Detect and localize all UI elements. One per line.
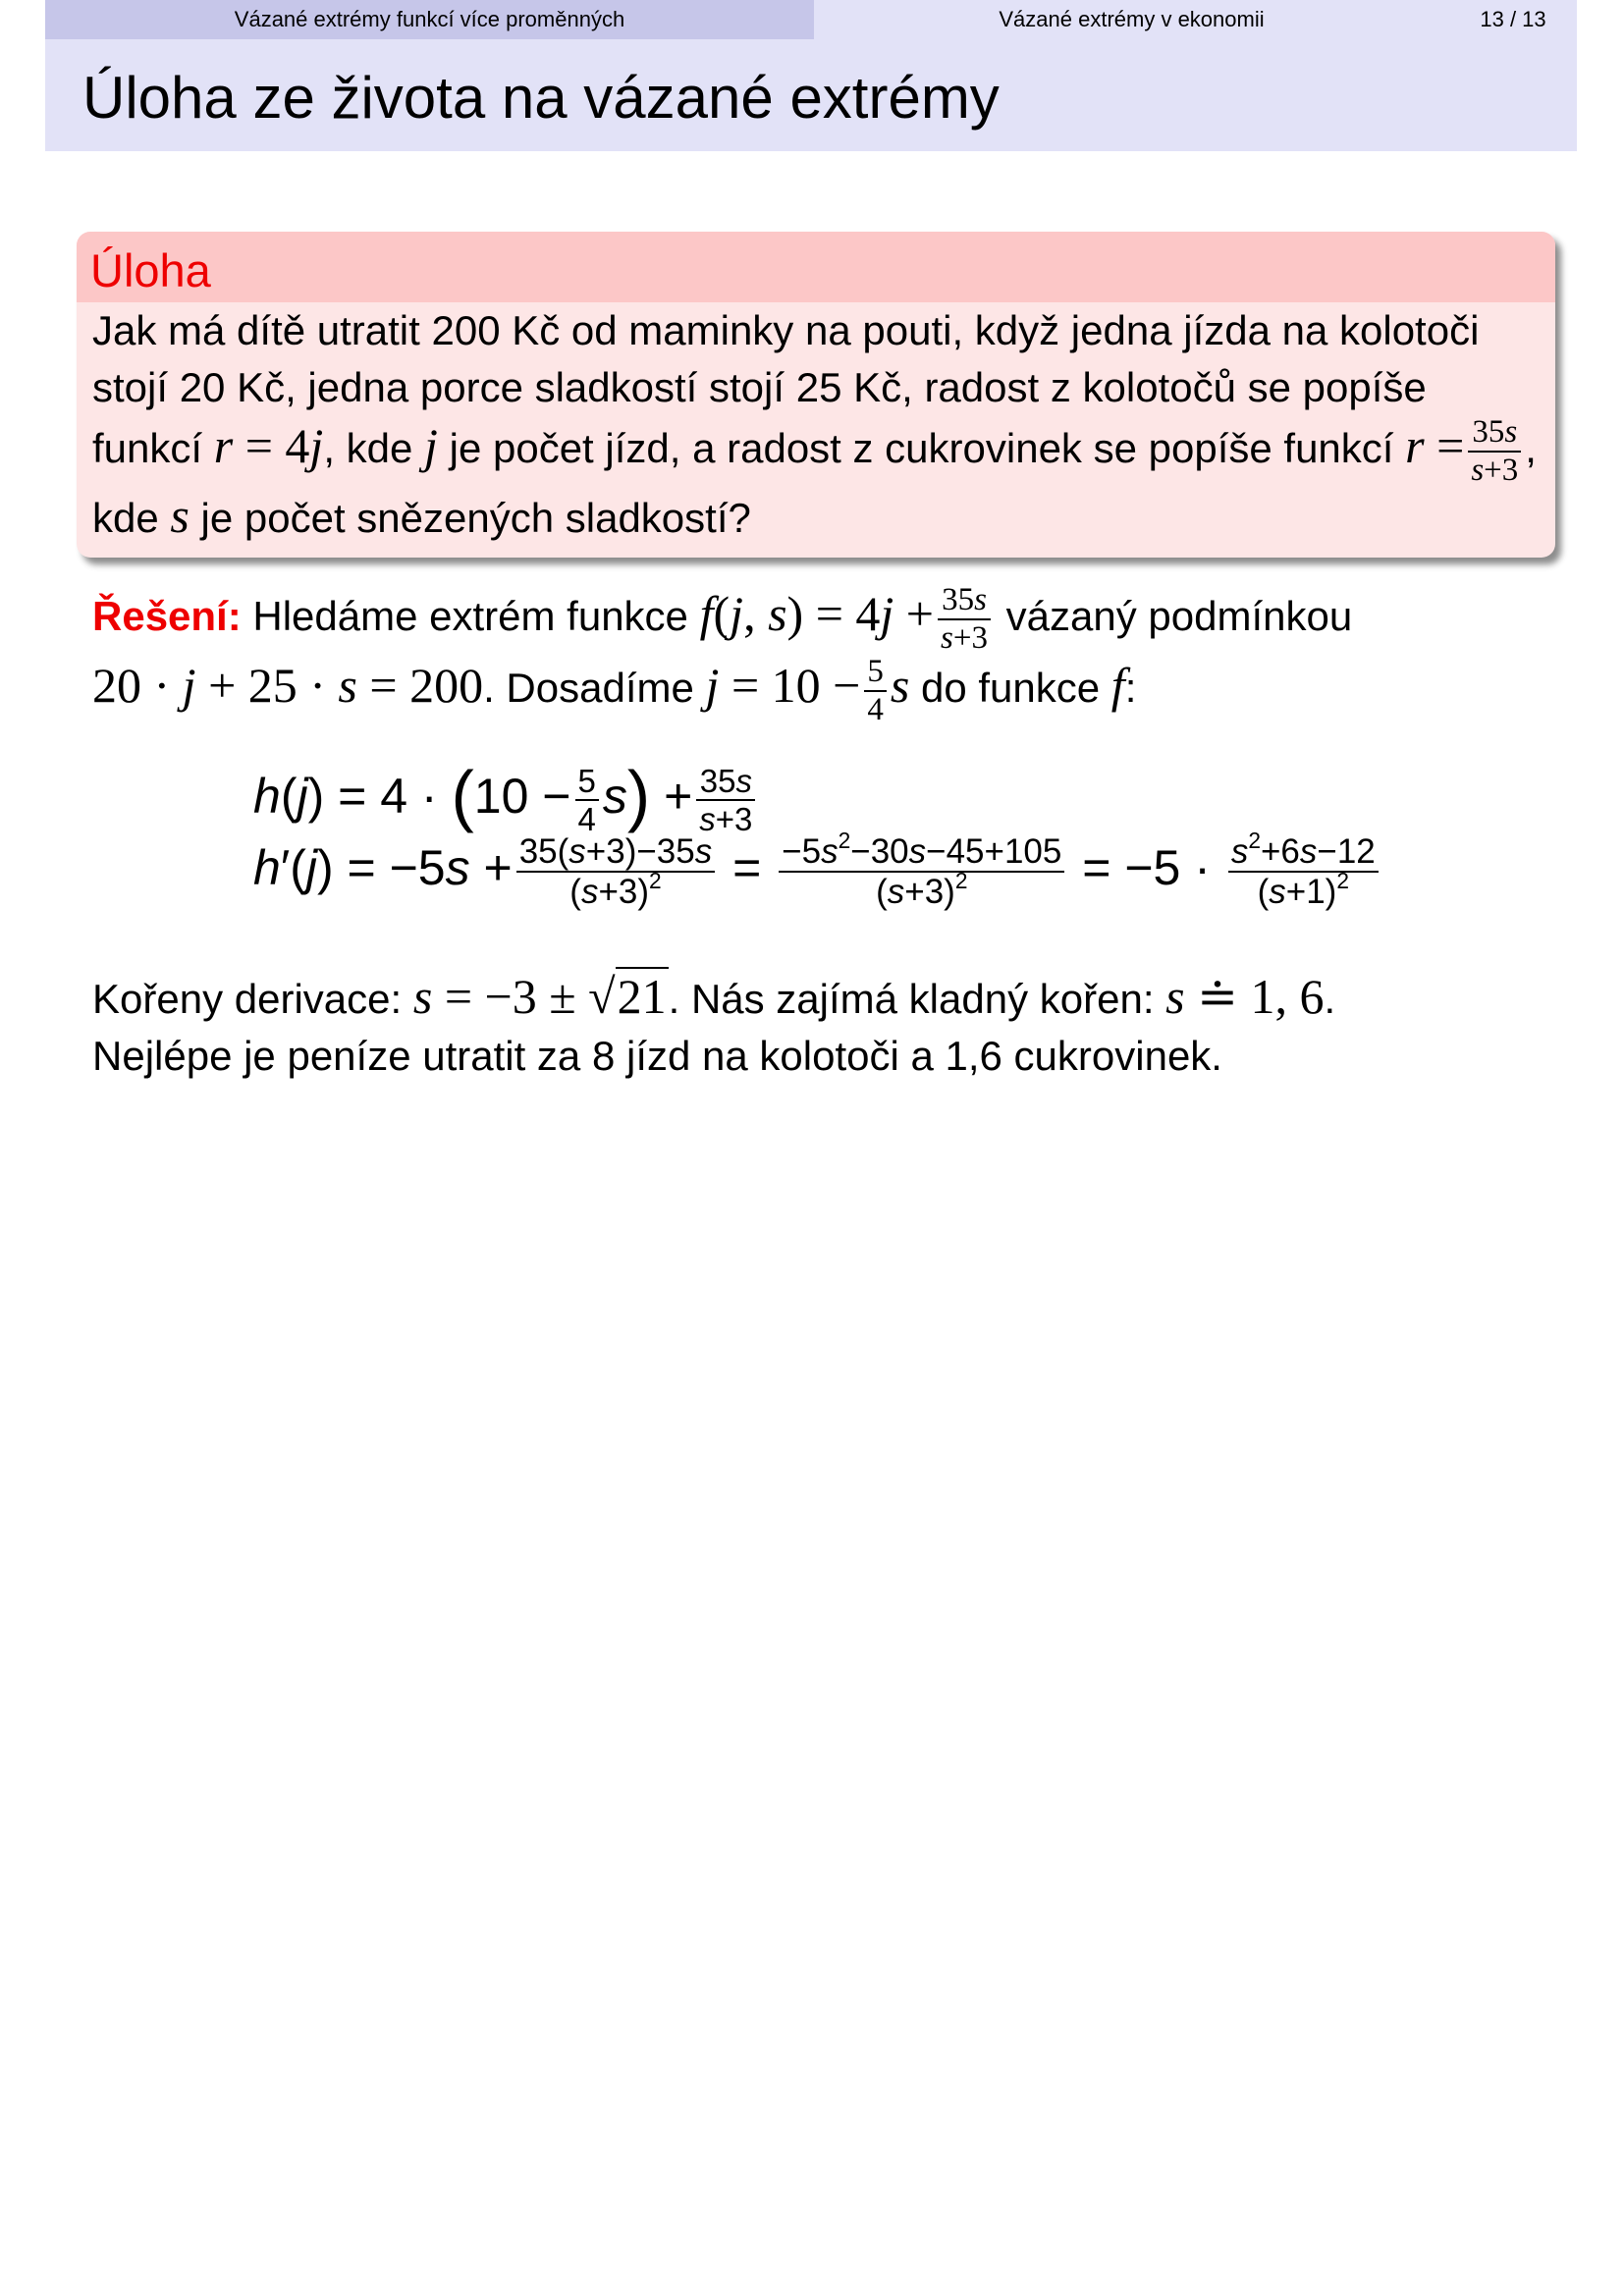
math-var-j: j [730,586,744,641]
math-var-s: s [1504,414,1518,450]
math-var-j: j [705,657,720,713]
math-var-s: s [445,840,470,896]
math-num: +3 [952,619,988,656]
math-var-s: s [908,832,927,871]
math-var-s: s [1269,873,1286,911]
math-var-s: s [887,873,905,911]
math-paren: ) [786,586,804,641]
math-eq-4: = 4 [803,586,881,641]
fraction-derivative-1 [516,834,716,909]
math-num: 35 [1472,414,1505,450]
math-paren: ( [713,586,731,641]
math-num: 35 [699,762,736,799]
frame-title-bar [45,39,1577,151]
math-eq-4: = 4 [233,418,310,474]
fraction-5-over-4 [575,762,599,837]
math-num: 10 − [473,769,571,824]
math-term: −30 [850,832,909,871]
fraction-numerator [516,834,716,873]
math-var-s: s [941,619,953,656]
math-approx: ≐ 1, 6 [1184,969,1325,1024]
math-var-s: s [974,581,987,617]
math-eq: = −5 · [1068,840,1224,896]
math-var-s: s [338,657,357,713]
math-num: +3 [1484,453,1519,488]
math-big-paren: ( [451,757,474,833]
header-subsection-label: Vázané extrémy v ekonomii [999,7,1265,31]
math-exponent: 2 [838,828,851,854]
math-var-s: s [735,762,752,799]
math-paren: ) [307,769,325,824]
solution-text-1: Hledáme extrém funkce [241,593,700,639]
math-exponent: 2 [1248,828,1261,854]
solution-text-5: : [1124,664,1137,711]
math-paren: ( [876,873,888,911]
math-term: −12 [1317,832,1376,871]
problem-block-title: Úloha [77,232,1555,302]
math-num: 35 [942,581,975,617]
math-constraint [92,658,483,713]
math-eq: = −3 ± [432,969,589,1024]
math-eq: = 4 · [324,769,452,824]
fraction-numerator [696,762,755,801]
fraction-derivative-2 [779,828,1064,911]
fraction-derivative-3 [1228,828,1379,911]
math-eq: = [719,840,776,896]
math-var-s: s [1230,832,1249,871]
solution-text-2: vázaný podmínkou [994,593,1353,639]
math-term: +1) [1285,873,1337,911]
fraction-denominator [938,620,991,655]
fraction-denominator [516,868,716,911]
math-var-j: j [182,657,196,713]
math-var-r: r [213,418,234,474]
math-term: −5 [782,832,822,871]
header-section [45,0,814,39]
math-eq: = [1424,418,1465,474]
conclusion-paragraph [92,968,1555,1085]
math-plus: + [893,586,934,641]
math-var-s: s [602,769,627,824]
fraction-denominator: 4 [867,691,884,727]
solution-text-3: . Dosadíme [483,664,706,711]
math-term: +3) [904,873,955,911]
math-exponent: 2 [954,868,968,894]
solution-text-4: do funkce [909,664,1111,711]
solution-label: Řešení: [92,593,242,639]
header-section-label: Vázané extrémy funkcí více proměnných [234,7,625,31]
math-exponent: 2 [649,868,662,894]
math-plus: + [650,769,693,824]
fraction-denominator [1468,453,1521,487]
math-var-s: s [568,832,586,871]
math-var-s: s [1299,832,1318,871]
math-paren: ( [569,873,581,911]
math-num: + 25 · [195,657,339,713]
math-big-paren: ) [626,757,651,833]
math-paren: ) [316,840,334,896]
math-roots [413,969,669,1024]
math-var-f: f [699,586,714,641]
conclusion-text-3: . [1324,976,1336,1022]
math-var-j: j [309,418,324,474]
fraction-35s-over-s3 [1468,416,1521,487]
math-var-s: s [170,488,189,543]
math-var-s: s [890,657,910,713]
math-term: +6 [1260,832,1300,871]
conclusion-line-2: Nejlépe je peníze utratit za 8 jízd na kolotoči a 1,6 cukrovinek. [92,1033,1222,1079]
slide-header [45,0,1577,39]
math-r-fraction [1405,418,1464,473]
problem-text-4: , kde [92,425,1537,541]
fraction-5-over-4 [864,653,887,727]
math-var-f: f [1110,657,1125,713]
problem-text-3: je počet jízd, a radost z cukrovinek se popíše funkcí [437,425,1406,472]
math-var-h: h [253,769,281,824]
solution-text [92,583,1555,726]
math-eq: = −5 [333,840,446,896]
header-subsection [814,0,1449,39]
math-term: +3)−35 [585,832,695,871]
problem-text-2: , kde [323,425,425,472]
sqrt-radicand: 21 [617,969,667,1024]
equation-h-prime [253,828,1382,911]
math-f-definition [700,586,934,641]
sqrt-symbol: √ [588,969,616,1024]
math-plus: + [469,840,513,896]
fraction-numerator: 5 [864,656,887,692]
fraction-denominator [696,801,755,835]
fraction-numerator [779,828,1064,873]
math-paren: ( [1257,873,1270,911]
equation-h [253,756,759,835]
math-num: = 200 [356,657,484,713]
math-comma: , [743,586,769,641]
math-var-s: s [580,873,599,911]
math-var-s: s [768,586,787,641]
math-var-s: s [1165,969,1185,1024]
fraction-denominator [1228,868,1379,911]
math-var-s: s [694,832,713,871]
fraction-35s-over-s3 [696,762,755,837]
math-term: −45+105 [926,832,1062,871]
problem-text [92,302,1542,547]
math-var-s: s [1471,453,1485,488]
conclusion-text-2: . Nás zajímá kladný kořen: [668,976,1166,1022]
math-var-s: s [699,800,716,837]
page-title: Úloha ze života na vázané extrémy [82,65,1000,131]
conclusion-text-1: Kořeny derivace: [92,976,413,1022]
fraction-numerator [1468,416,1521,453]
math-exponent: 2 [1336,868,1349,894]
math-positive-root [1165,969,1324,1024]
math-paren: ( [280,769,298,824]
problem-block-body [77,302,1555,547]
math-paren: ( [290,840,306,896]
page-counter [1449,0,1577,39]
math-var-j: j [880,586,894,641]
math-var-r: r [1405,418,1425,474]
fraction-numerator [1228,828,1379,873]
fraction-denominator: 4 [577,800,596,837]
math-r-4j [214,418,324,473]
fraction-numerator [938,581,991,620]
math-num: +3 [715,800,753,837]
page-counter-label: 13 / 13 [1480,7,1546,31]
solution-paragraph [92,583,1555,726]
conclusion-line-1 [92,968,1555,1028]
math-term: +3) [598,873,649,911]
problem-text-5: je počet snězených sladkostí? [189,495,751,541]
math-eq: = 10 − [719,657,861,713]
fraction-numerator: 5 [575,765,599,801]
math-square-root [588,968,668,1025]
problem-block [77,232,1555,558]
math-var-s: s [412,969,433,1024]
problem-text-1: Jak má dítě utratit 200 Kč od maminky na pouti, když jedna jízda na kolotoči stojí 20 Kč, jedna porce sladkostí stojí 25 Kč, radost z kolotočů se popíše funkcí [92,307,1480,472]
math-num: 20 · [92,657,183,713]
math-var-j: j [305,840,317,896]
math-term: 35( [518,832,569,871]
fraction-denominator [779,868,1064,911]
math-substitution [706,658,861,713]
fraction-35s-over-s3 [938,581,991,656]
math-var-s: s [821,832,839,871]
math-var-j: j [297,769,308,824]
math-var-h: h [253,840,281,896]
math-var-j: j [424,418,438,474]
math-prime: ′ [280,840,291,896]
